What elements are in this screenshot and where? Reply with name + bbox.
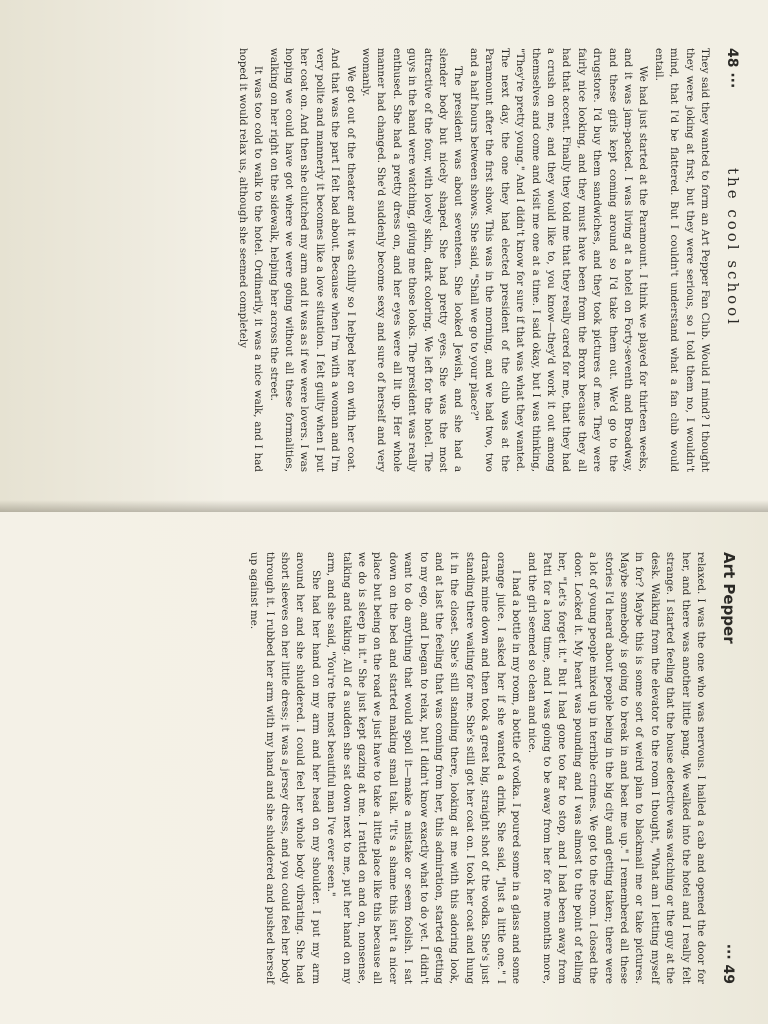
right-page-header: [708, 552, 742, 984]
running-head-book-title: the cool school: [724, 168, 742, 327]
paragraph: We got out of the theater and it was chilly so I helped her on with her coat. And that was the part I felt bad about. Because when I'm with a woman and I'm very polite and mannerly it becomes like a love situation. I felt guilty when I put her coat on. And then she clutched my arm and it was as if we were lovers. I was hoping we could have got where we were going without all these formalities, walking on her right on the sidewalk, helping her across the street.: [267, 48, 357, 472]
paragraph: They said they wanted to form an Art Pepper Fan Club. Would I mind? I thought they were joking at first, but they were serious, so I told them no, I wouldn't mind, that I'd be flattered. But I couldn't understand what a fan club would entail.: [652, 48, 711, 472]
paragraph: relaxed. I was the one who was nervous. I hailed a cab and opened the door for her, and there was another little pang. We walked into the hotel and I really felt strange. I started feeling that the house detective was watching or the guy at the desk. Walking from the elevator to the room I thought, "What am I letting myself in for? Maybe this is some sort of weird plan to blackmail me or take pictures. Maybe somebody is going to break in and beat me up." I remembered all these stories I'd heard about people being in the big city and getting taken; there were a lot of young people mixed up in terrible crimes. We got to the room. I closed the door. Locked it. My heart was pounding and I was almost to the point of telling her, "Let's forget it." But I had gone too far to stop, and I had been away from Patti for a long time, and I was going to be away from her for five months more, and the girl seemed so clean and nice.: [525, 552, 707, 984]
page-number-48: 48 ···: [724, 48, 740, 89]
left-page-header: [712, 48, 746, 472]
paragraph: I had a bottle in my room, a bottle of vodka. I poured some in a glass and some orange juice. I asked her if she wanted a drink. She said, "Just a little one." I drank mine down and then took a great big, straight shot of the vodka. She's just standing there waiting for me. She's still got her coat on. I took her coat and hung it in the closet. She's still standing there, looking at me with this adoring look, and at last the feeling that was coming from her, this admiration, started getting to my ego, and I began to relax, but I didn't know exactly what to do yet. I didn't want to do anything that would spoil it—make a mistake or seem foolish. I sat down on the bed and started making small talk. "It's a shame this isn't a nicer place but being on the road we just have to take a little place like this because all we do is sleep in it." She just kept gazing at me. I rattled on and on, nonsense, talking and talking. All of a sudden she sat down next to me, put her hand on my arm, and she said, "You're the most beautiful man I've ever seen.": [325, 552, 523, 984]
paragraph: The president was about seventeen. She looked Jewish, and she had a slender body but nicely shaped. She had pretty eyes. She was the most attractive of the four, with lovely skin, dark coloring. We left for the hotel. The guys in the band were watching, giving me those looks. The president was really enthused. She had a pretty dress on, and her eyes were all lit up. Her whole manner had changed. She'd suddenly become sexy and sure of herself and very womanly.: [360, 48, 465, 472]
paragraph: We had just started at the Paramount. I think we played for thirteen weeks, and it was jam-packed. I was living at a hotel on Forty-seventh and Broadway, and these girls kept coming around so I'd take them out. We'd go to the drugstore. I'd buy them sandwiches, and they took pictures of me. They were fairly nice looking, and they must have been from the Bronx because they all had that accent. Finally they told me that they really cared for me, that they had a crush on me, and they would like to, you know—they'd work it out among themselves and come and visit me one at a time. I said okay, but I was thinking, "They're pretty young." And I didn't know for sure if that was what they wanted. The next day, the one they had elected president of the club was at the Paramount after the first show. This was in the morning, and we had two, two and a half hours between shows. She said, "Shall we go to your place?": [467, 48, 650, 472]
running-head-author: Art Pepper: [720, 552, 738, 644]
page-number-49: ··· 49: [720, 943, 736, 984]
right-page: [0, 512, 768, 1024]
paragraph: It was too cold to walk to the hotel. Ordinarily, it was a nice walk, and I had hoped it would relax us, although she seemed completely: [236, 48, 265, 472]
left-page-body: [234, 48, 712, 472]
right-page-body: [246, 552, 708, 984]
paragraph: She had her hand on my arm and her head on my shoulder. I put my arm around her and she shuddered. I could feel her whole body vibrating. She had short sleeves on her little dress; it was a jersey dress, and you could feel her body through it. I rubbed her arm with my hand and she shuddered and pushed herself up against me.: [248, 552, 322, 984]
